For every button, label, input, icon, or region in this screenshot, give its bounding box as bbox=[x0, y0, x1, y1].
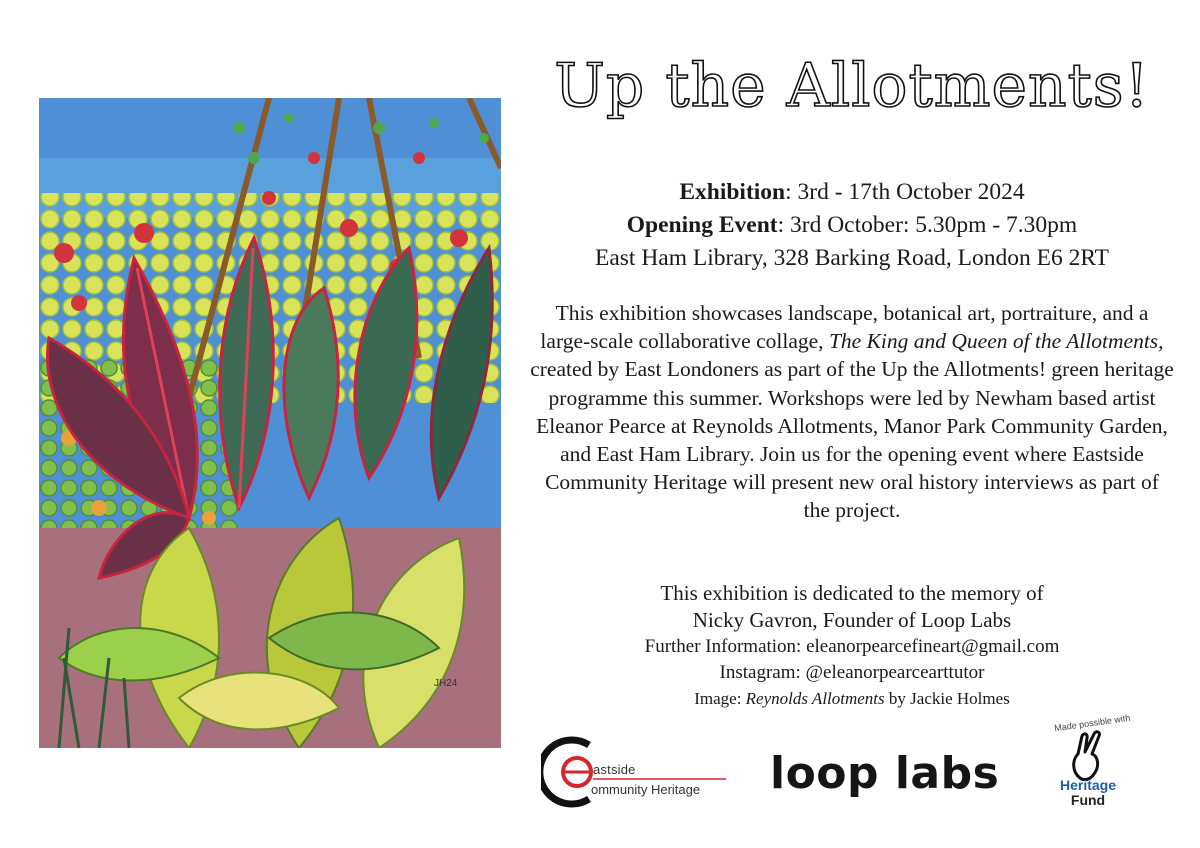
description bbox=[530, 299, 1174, 525]
exhibition-label: Exhibition bbox=[679, 179, 786, 205]
exhibition-line bbox=[522, 176, 1182, 209]
image-title: Reynolds Allotments bbox=[745, 689, 885, 708]
dedication-line2: Nicky Gavron, Founder of Loop Labs bbox=[692, 608, 1012, 632]
artwork-reynolds-allotments bbox=[39, 98, 501, 748]
opening-line bbox=[522, 209, 1182, 242]
loop-labs-logo: loop labs bbox=[770, 748, 1000, 799]
venue-address: East Ham Library, 328 Barking Road, London E6 2RT bbox=[595, 245, 1109, 271]
opening-details: : 3rd October: 5.30pm - 7.30pm bbox=[777, 212, 1078, 238]
image-credit bbox=[522, 686, 1182, 712]
instagram-handle[interactable]: Instagram: @eleanorpearcearttutor bbox=[719, 662, 985, 683]
image-artist: by Jackie Holmes bbox=[884, 689, 1010, 708]
description-part1: This exhibition showcases landscape, botanical art, portraiture, and a large-scale collaborative collage, bbox=[540, 301, 1149, 354]
painting-illustration bbox=[39, 98, 501, 748]
ech-line2: ommunity Heritage bbox=[591, 782, 701, 797]
hf-line2: Fund bbox=[1070, 792, 1106, 808]
further-info-email[interactable]: Further Information: eleanorpearcefineart@gmail.com bbox=[644, 636, 1060, 657]
ech-emblem-icon bbox=[541, 735, 731, 810]
ech-line1: astside bbox=[593, 762, 636, 777]
event-info bbox=[522, 176, 1182, 275]
exhibition-dates: : 3rd - 17th October 2024 bbox=[785, 179, 1025, 205]
description-part2: created by East Londoners as part of the Up the Allotments! green heritage programme this summer. Workshops were led by Newham based artist Eleanor Pearce at Reynolds Allotments, Manor Park Community Garden, and East Ham Library. Join us for the opening event where Eastside Community Heritage will present new oral history interviews as part of the project. bbox=[530, 357, 1174, 523]
dedication-line1: This exhibition is dedicated to the memory of bbox=[660, 581, 1044, 605]
opening-label: Opening Event bbox=[626, 212, 778, 238]
page-title: Up the Allotments! bbox=[554, 51, 1150, 121]
heritage-fund-logo bbox=[1038, 712, 1138, 812]
painting-signature: JH24 bbox=[434, 678, 458, 689]
hf-line1: Heritage bbox=[1059, 777, 1117, 793]
dedication bbox=[522, 580, 1182, 712]
eastside-community-heritage-logo bbox=[541, 735, 731, 810]
hf-tagline: Made possible with bbox=[1053, 712, 1131, 734]
artwork-title: The King and Queen of the Allotments, bbox=[828, 329, 1164, 354]
image-label: Image: bbox=[694, 689, 746, 708]
